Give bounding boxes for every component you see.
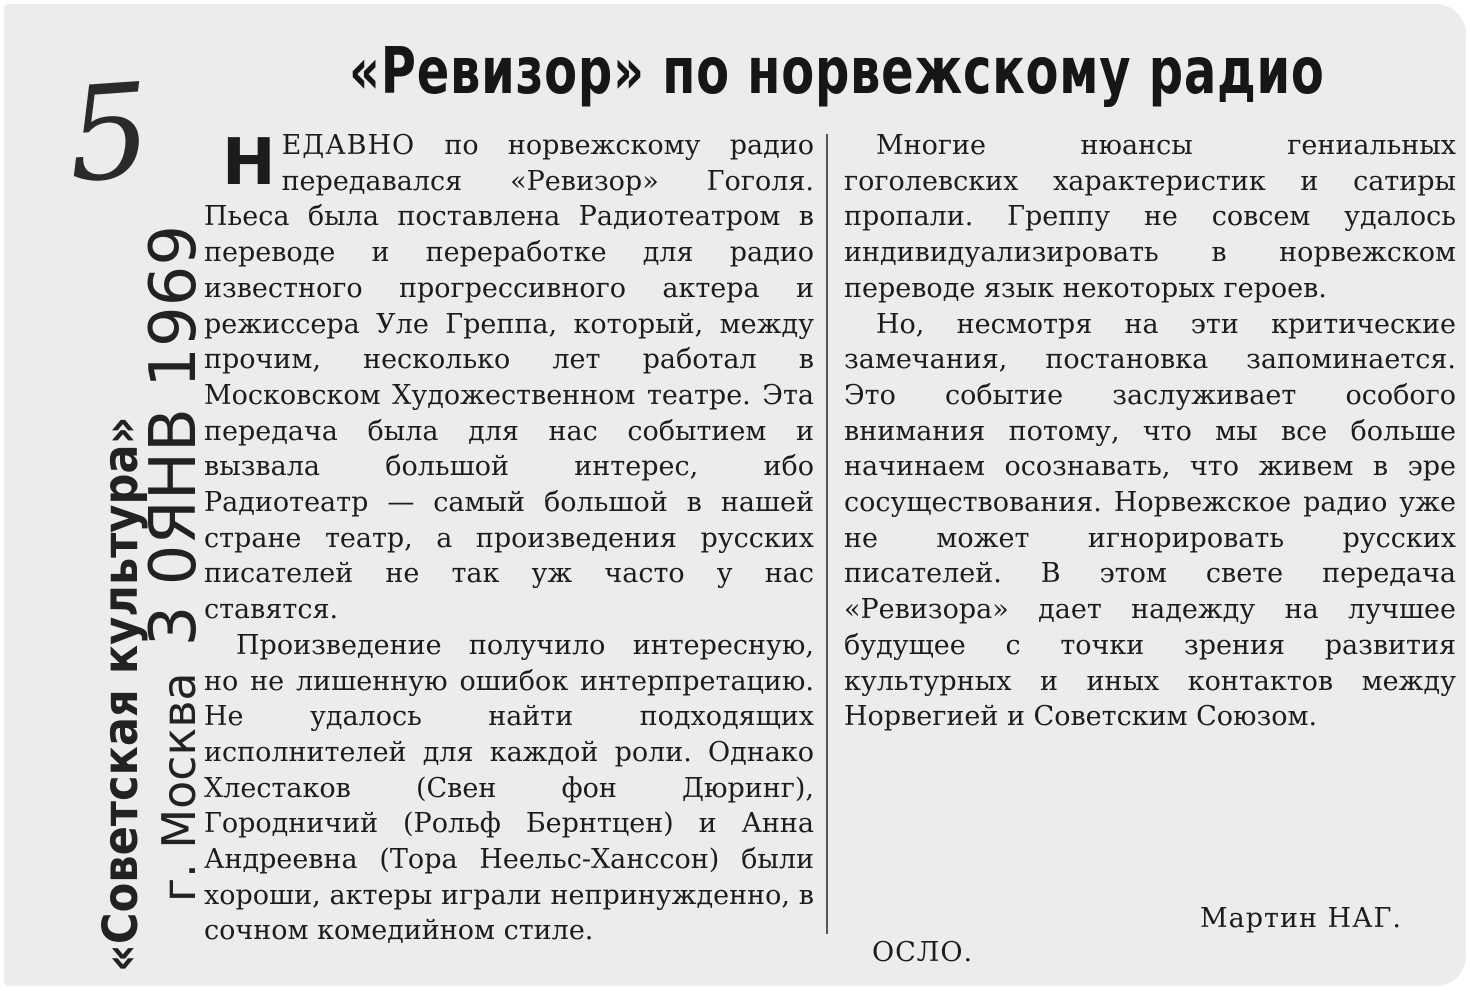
paragraph-1: [204, 128, 814, 628]
column-divider: [826, 134, 828, 934]
author-signature: Мартин НАГ.: [1200, 903, 1402, 934]
article-column-left: [204, 128, 814, 949]
article-headline: «Ревизор» по норвежскому радио: [349, 35, 1325, 109]
stamp-date: 3 0ЯНВ 1969: [137, 224, 211, 647]
stamp-newspaper-name: «Советская культура»: [93, 416, 149, 972]
stamp-city: г. Москва: [152, 672, 206, 902]
stamp-city-date: [137, 72, 211, 972]
paragraph-4: Но, несмотря на эти критические замечания, постановка запоминается. Это событие заслуживает особого внимания потому, что мы все больше начинаем осознавать, что живем в эре сосуществования. Норвежское радио уже не может игнорировать русских писателей. В этом свете передача «Ревизора» дает надежду на лучшее будущее с точки зрения развития культурных и иных контактов между Норвегией и Советским Союзом.: [844, 308, 1456, 733]
paragraph-1-text: по норвежскому радио передавался «Ревизор» Гоголя. Пьеса была поставлена Радиотеатром в переводе и переработке для радио известного прогрессивного актера и режиссера Уле Греппа, который, между прочим, несколько лет работал в Московском Художественном театре. Эта передача была для нас событием и вызвала большой интерес, ибо Радиотеатр — самый большой в нашей стране театр, а произведения русских писателей не так уж часто у нас ставятся.: [204, 130, 814, 626]
paragraph-2: Произведение получило интересную, но не лишенную ошибок интерпретацию. Не удалось найти подходящих исполнителей для каждой роли. Однако Хлестаков (Свен фон Дюринг), Городничий (Рольф Бернтцен) и Анна Андреевна (Тора Неельс-Ханссон) были хороши, актеры играли непринужденно, в сочном комедийном стиле.: [204, 629, 814, 947]
source-stamp: [93, 72, 211, 972]
paragraph-3: Многие нюансы гениальных гоголевских характеристик и сатиры пропали. Греппу не совсем удалось индивидуализировать в норвежском переводе язык некоторых героев.: [844, 130, 1456, 304]
drop-cap: Н: [222, 126, 276, 200]
dateline-place: ОСЛО.: [872, 937, 974, 968]
newspaper-clipping: [4, 4, 1466, 986]
handwritten-page-number: 5: [62, 54, 156, 212]
lead-caps: ЕДАВНО: [281, 130, 416, 161]
article-column-right: [844, 128, 1456, 735]
